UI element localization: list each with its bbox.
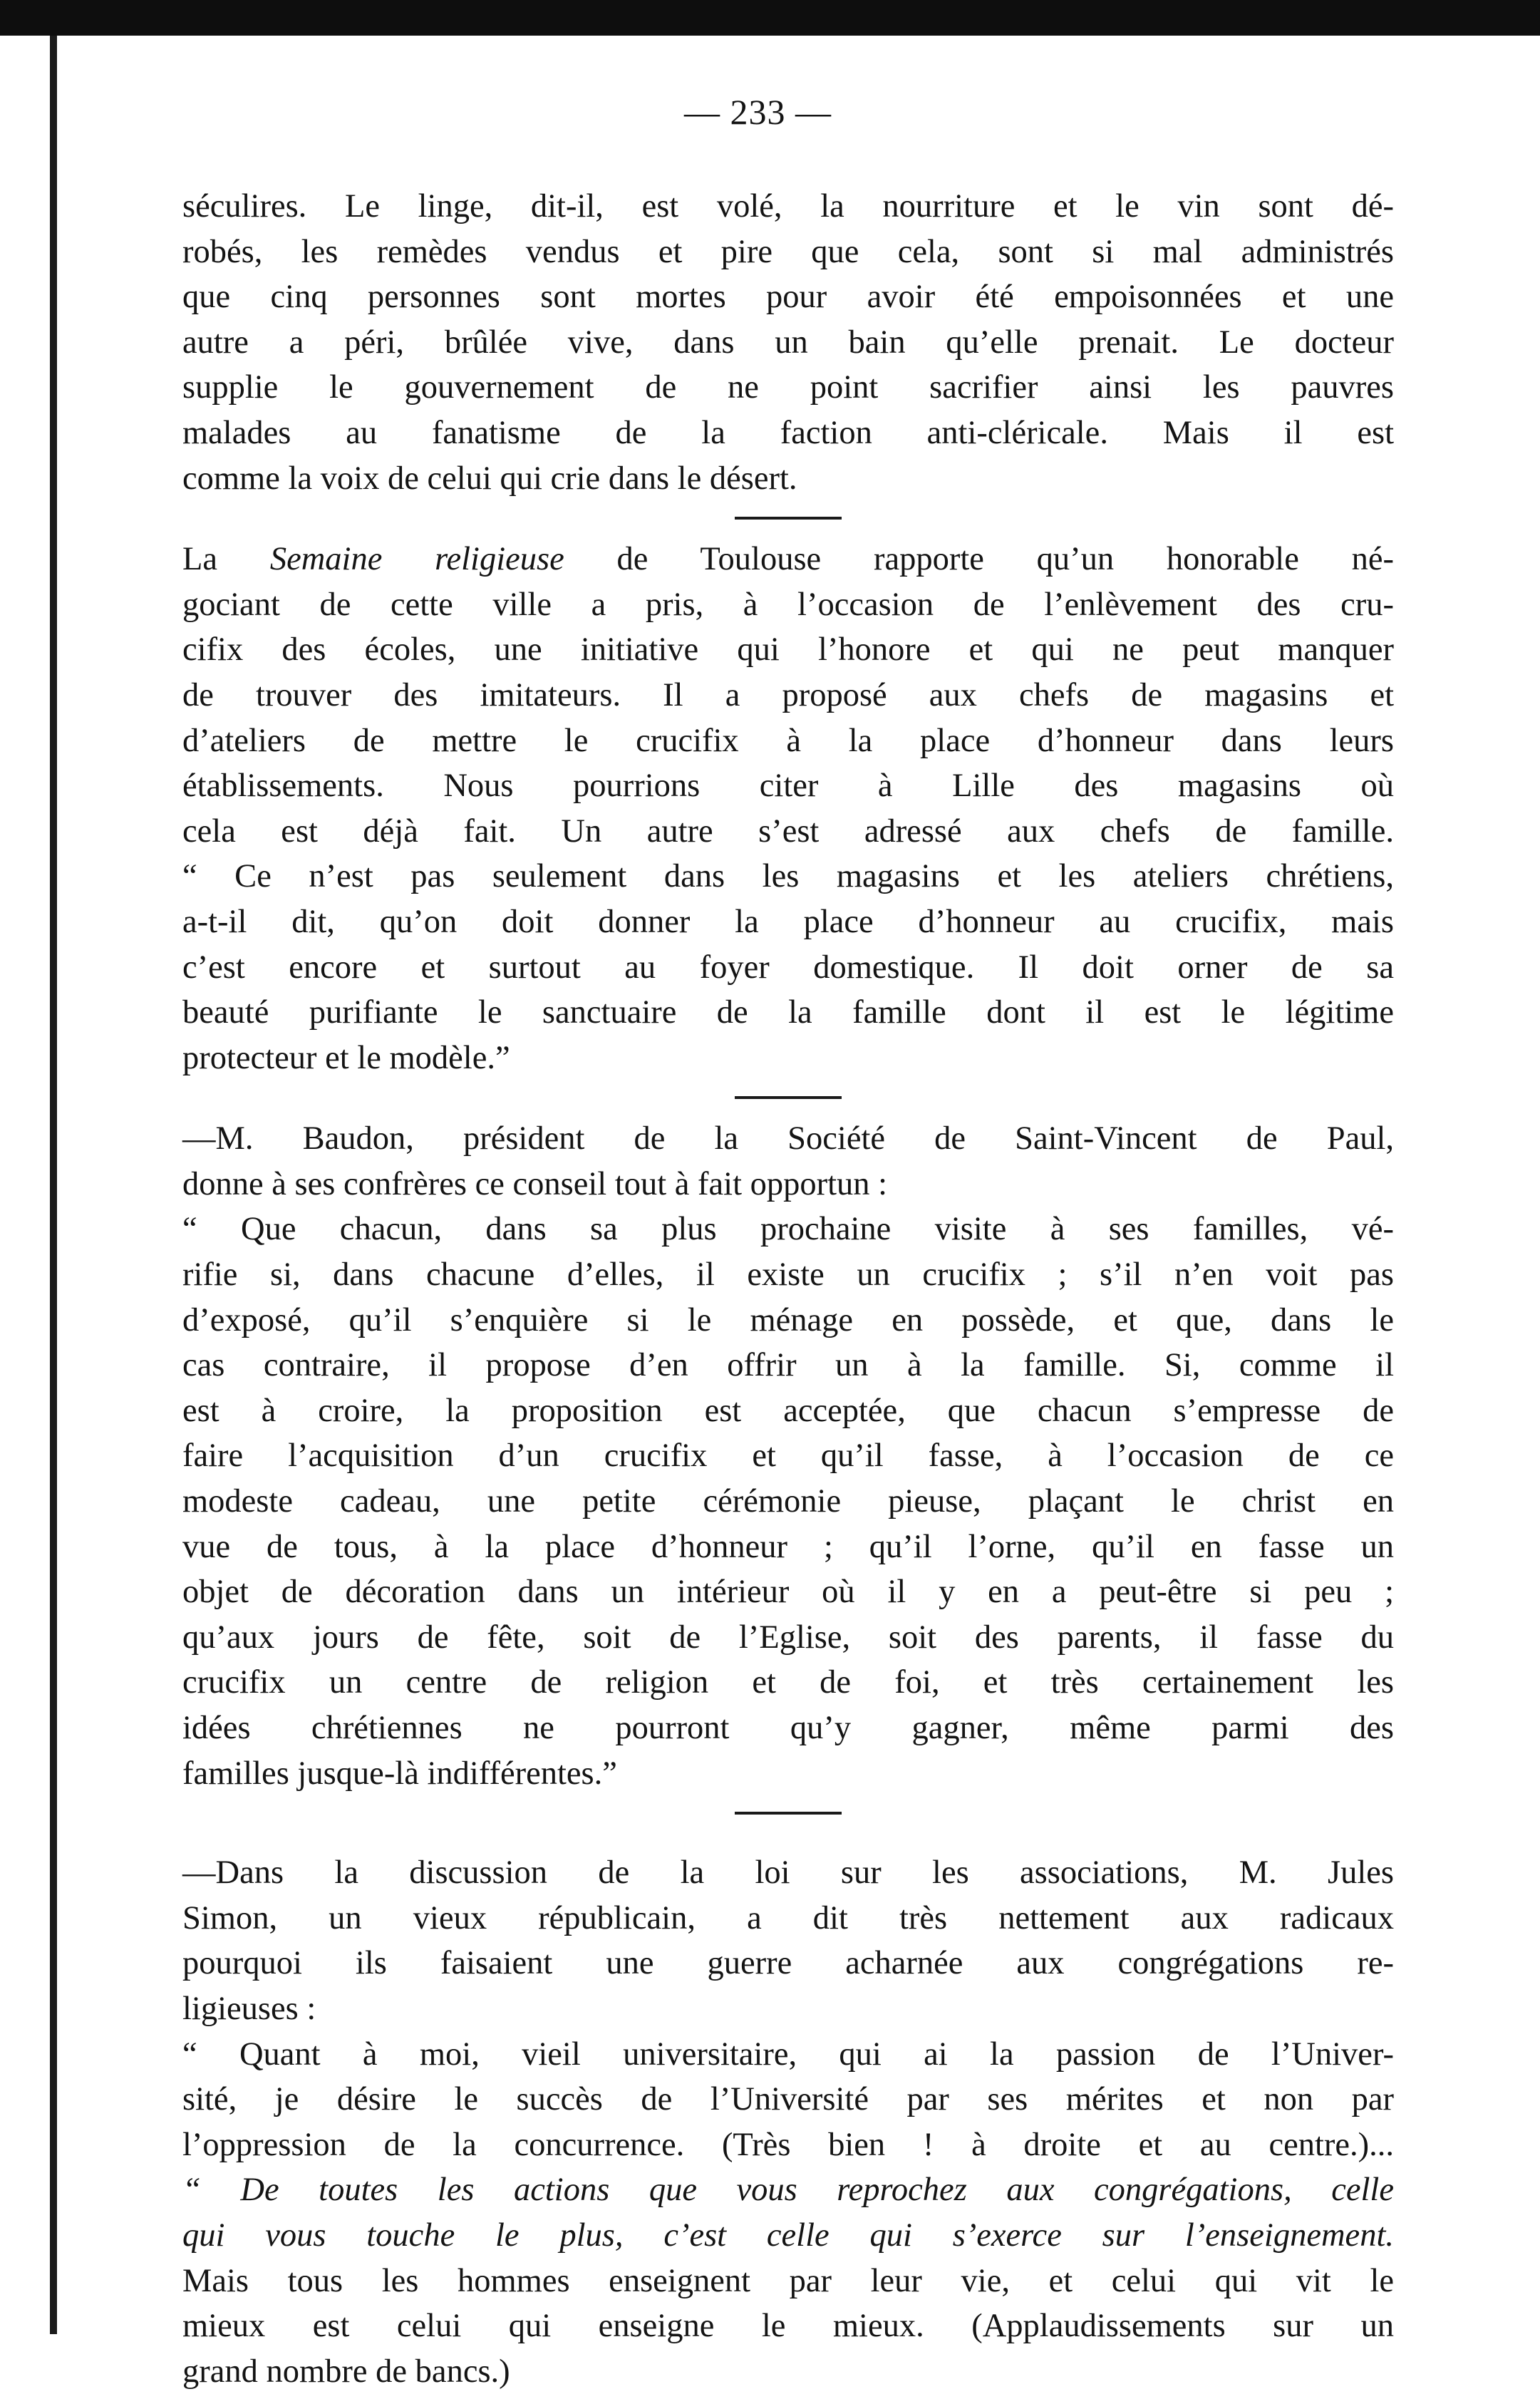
italic-quote-line: “ De toutes les actions que vous reprochez aux congrégations, celle: [182, 2172, 1394, 2209]
text-line: qu’aux jours de fête, soit de l’Eglise, soit des parents, il fasse du: [182, 1619, 1394, 1656]
text-line: rifie si, dans chacune d’elles, il existe un crucifix ; s’il n’en voit pas: [182, 1257, 1394, 1294]
text-line: d’ateliers de mettre le crucifix à la place d’honneur dans leurs: [182, 722, 1394, 759]
text-line: grand nombre de bancs.): [182, 2353, 510, 2390]
text-line: [182, 2167, 1394, 2213]
publication-title: Semaine religieuse: [269, 541, 564, 578]
text-line: c’est encore et surtout au foyer domestique. Il doit orner de sa: [182, 949, 1394, 986]
text-line: Simon, un vieux républicain, a dit très nettement aux radicaux: [182, 1899, 1394, 1936]
text-line: que cinq personnes sont mortes pour avoir été empoisonnées et une: [182, 279, 1394, 316]
paragraph-baudon: [182, 1116, 1394, 1796]
text-line: supplie le gouvernement de ne point sacrifier ainsi les pauvres: [182, 369, 1394, 406]
text-line: crucifix un centre de religion et de foi, et très certainement les: [182, 1664, 1394, 1701]
section-divider: [735, 517, 842, 520]
text-line: ligieuses :: [182, 1990, 316, 2027]
top-border: [0, 0, 1540, 36]
text-line: —Dans la discussion de la loi sur les associations, M. Jules: [182, 1854, 1394, 1892]
text-line: mieux est celui qui enseigne le mieux. (Applaudissements sur un: [182, 2308, 1394, 2345]
text-line: cas contraire, il propose d’en offrir un à la famille. Si, comme il: [182, 1347, 1394, 1384]
text-line: a-t-il dit, qu’on doit donner la place d’honneur au crucifix, mais: [182, 903, 1394, 940]
text-line: beauté purifiante le sanctuaire de la famille dont il est le légitime: [182, 994, 1394, 1031]
text-line: vue de tous, à la place d’honneur ; qu’il l’orne, qu’il en fasse un: [182, 1528, 1394, 1565]
page-number: — 233 —: [684, 92, 832, 132]
paragraph-jules-simon: [182, 1850, 1394, 2394]
text-line: donne à ses confrères ce conseil tout à fait opportun :: [182, 1165, 888, 1202]
text-line: objet de décoration dans un intérieur où il y en a peut-être si peu ;: [182, 1574, 1394, 1611]
text-line: faire l’acquisition d’un crucifix et qu’il fasse, à l’occasion de ce: [182, 1438, 1394, 1475]
paragraph-hospital: [182, 184, 1394, 501]
section-divider: [735, 1812, 842, 1815]
text-line: “ Ce n’est pas seulement dans les magasins et les ateliers chrétiens,: [182, 858, 1394, 895]
text-line: robés, les remèdes vendus et pire que cela, sont si mal administrés: [182, 233, 1394, 270]
text-line: protecteur et le modèle.”: [182, 1039, 510, 1076]
text-line: gociant de cette ville a pris, à l’occasion de l’enlèvement des cru-: [182, 586, 1394, 623]
italic-quote-line: qui vous touche le plus, c’est celle qui s’exerce sur l’enseignement.: [182, 2217, 1394, 2254]
text-line: sité, je désire le succès de l’Université par ses mérites et non par: [182, 2081, 1394, 2118]
text-line: familles jusque-là indifférentes.”: [182, 1755, 617, 1792]
text-line: “ Quant à moi, vieil universitaire, qui ai la passion de l’Univer-: [182, 2036, 1394, 2073]
text-line: de trouver des imitateurs. Il a proposé aux chefs de magasins et: [182, 676, 1394, 713]
text-line: autre a péri, brûlée vive, dans un bain qu’elle prenait. Le docteur: [182, 324, 1394, 361]
section-divider: [735, 1096, 842, 1099]
text-line: modeste cadeau, une petite cérémonie pieuse, plaçant le christ en: [182, 1483, 1394, 1520]
text-line: établissements. Nous pourrions citer à Lille des magasins où: [182, 768, 1394, 805]
text-line: d’exposé, qu’il s’enquière si le ménage en possède, et que, dans le: [182, 1301, 1394, 1338]
text-line: comme la voix de celui qui crie dans le désert.: [182, 460, 797, 497]
text-line: [182, 2213, 1394, 2259]
text-line: —M. Baudon, président de la Société de Saint-Vincent de Paul,: [182, 1120, 1394, 1157]
text-line: est à croire, la proposition est acceptée, que chacun s’empresse de: [182, 1392, 1394, 1429]
text-line: La Semaine religieuse de Toulouse rapporte qu’un honorable né-: [182, 541, 1395, 578]
page-edge: [50, 36, 57, 2334]
text-line: cifix des écoles, une initiative qui l’honore et qui ne peut manquer: [182, 631, 1394, 669]
text-line: l’oppression de la concurrence. (Très bien ! à droite et au centre.)...: [182, 2126, 1394, 2163]
page-body: [182, 184, 1394, 2394]
text-line: idées chrétiennes ne pourront qu’y gagner, même parmi des: [182, 1710, 1394, 1746]
text-line: séculires. Le linge, dit-il, est volé, la nourriture et le vin sont dé-: [182, 188, 1394, 225]
text-line: Mais tous les hommes enseignent par leur vie, et celui qui vit le: [182, 2262, 1394, 2299]
text-line: “ Que chacun, dans sa plus prochaine visite à ses familles, vé-: [182, 1211, 1394, 1248]
paragraph-semaine-religieuse: [182, 537, 1394, 1080]
text-line: cela est déjà fait. Un autre s’est adressé aux chefs de famille.: [182, 812, 1394, 850]
text-line: malades au fanatisme de la faction anti-cléricale. Mais il est: [182, 414, 1394, 451]
text-line: pourquoi ils faisaient une guerre acharnée aux congrégations re-: [182, 1945, 1394, 1982]
